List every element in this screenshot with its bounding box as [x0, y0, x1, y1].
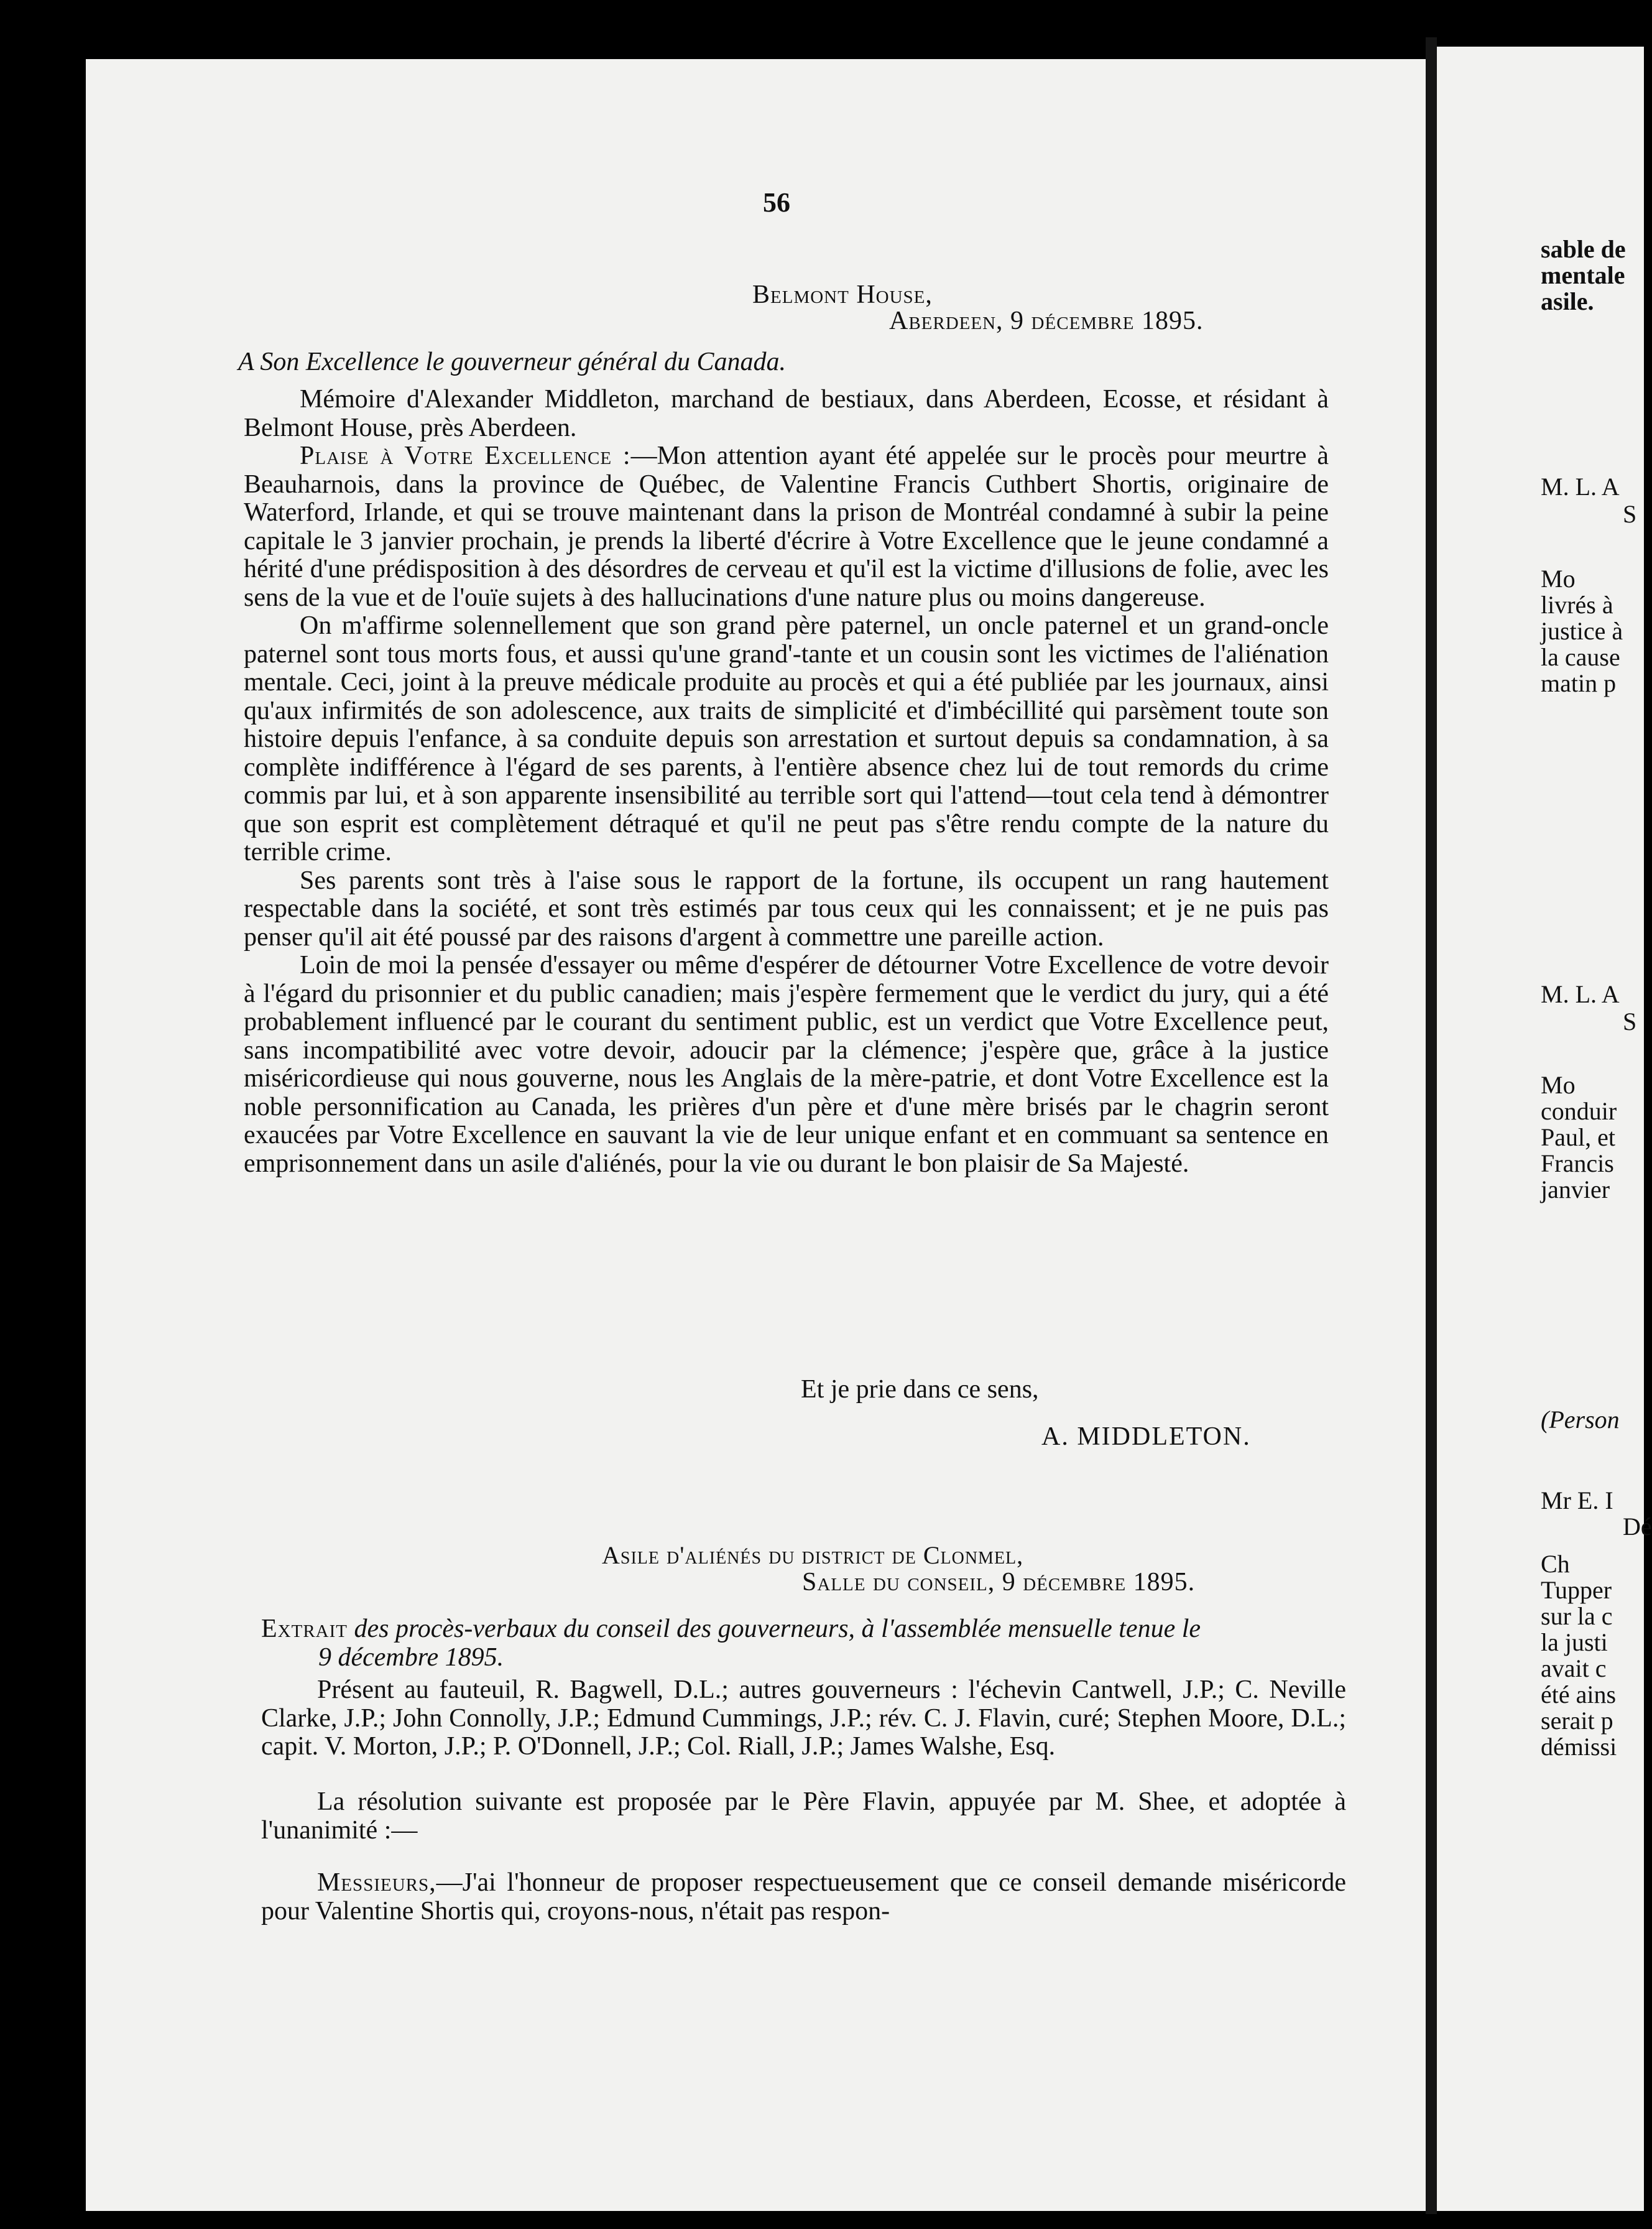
letter1-p4: Ses parents sont très à l'aise sous le rapport de la fortune, ils occupent un rang hautement respectable dans la société, et sont très estimés par tous ceux qui les connaissent; et je ne puis pas penser qu'il ait été poussé par des raisons d'argent à commettre une pareille action.	[244, 866, 1329, 952]
page-number: 56	[763, 187, 790, 218]
letter1-address: A Son Excellence le gouverneur général du Canada.	[238, 348, 786, 376]
right-page-line: Mr E. I	[1541, 1486, 1613, 1514]
letter1-p5: Loin de moi la pensée d'essayer ou même d'espérer de détourner Votre Excellence de votre devoir à l'égard du prisonnier et du public canadien; mais j'espère fermement que le verdict du jury, qui a été probablement influencé par le courant du sentiment public, est un verdict que Votre Excellence peut, sans incompatibilité avec votre devoir, adoucir par la clémence; j'espère que, grâce à la justice miséricordieuse qui nous gouverne, nous les Anglais de la mère-patrie, et dont Votre Excellence est la noble personnification au Canada, les prières d'un père et d'une mère brisés par le chagrin seront exaucées par Votre Excellence en sauvant la vie de leur unique enfant et en commuant sa sentence en emprisonnement dans un asile d'aliénés, pour la vie ou durant le bon plaisir de Sa Majesté.	[244, 951, 1329, 1178]
letter2-messieurs-lead: Messieurs,	[317, 1868, 436, 1897]
letter2-hall-date: Salle du conseil, 9 décembre 1895.	[802, 1568, 1196, 1596]
right-page-line: matin p	[1541, 669, 1617, 697]
right-page-line: justice à	[1541, 617, 1623, 645]
right-page-line: sur la c	[1541, 1602, 1613, 1630]
right-page-line: démissi	[1541, 1733, 1617, 1761]
letter2-messieurs	[261, 1869, 1346, 1925]
right-page-line: mentale	[1541, 261, 1625, 289]
right-page-line: sable de	[1541, 235, 1626, 263]
letter2-place: Asile d'aliénés du district de Clonmel,	[602, 1541, 1024, 1569]
right-page-line: Mo	[1541, 1071, 1576, 1099]
letter1-p2-text: —Mon attention ayant été appelée sur le procès pour meurtre à Beauharnois, dans la province de Québec, de Valentine Francis Cuthbert Shortis, originaire de Waterford, Irlande, et qui se trouve maintenant dans la prison de Montréal condamné à subir la peine capitale le 3 janvier prochain, je prends la liberté d'écrire à Votre Excellence que le jeune condamné a hérité d'une prédisposition à des désordres de cerveau et qu'il est la victime d'illusions de folie, avec les sens de la vue et de l'ouïe sujets à des hallucinations d'une nature plus ou moins dangereuse.	[244, 442, 1329, 612]
right-page-line: S	[1623, 1008, 1637, 1036]
right-page-line: (Person	[1541, 1406, 1620, 1434]
letter1-p2-lead: Plaise à Votre Excellence :	[300, 442, 631, 470]
letter1-closing: Et je prie dans ce sens,	[801, 1375, 1039, 1404]
letter2-present: Présent au fauteuil, R. Bagwell, D.L.; autres gouverneurs : l'échevin Cantwell, J.P.; C. Neville Clarke, J.P.; John Connolly, J.P.; Edmund Cummings, J.P.; rév. C. J. Flavin, curé; Stephen Moore, D.L.; capit. V. Morton, J.P.; P. O'Donnell, J.P.; Col. Riall, J.P.; James Walshe, Esq.	[261, 1675, 1346, 1761]
letter1-signature: A. MIDDLETON.	[1041, 1422, 1251, 1451]
right-page-line: la cause	[1541, 643, 1620, 671]
letter2-messieurs-text: —J'ai l'honneur de proposer respectueusement que ce conseil demande miséricorde pour Valentine Shortis qui, croyons-nous, n'était pas respon-	[261, 1868, 1346, 1925]
letter2-extrait-lead: Extrait	[261, 1615, 348, 1643]
right-page-line: la justi	[1541, 1628, 1608, 1656]
right-page-line: Paul, et	[1541, 1123, 1615, 1151]
right-page-line: S	[1623, 500, 1637, 528]
right-page-line: Mo	[1541, 565, 1576, 593]
right-page-line: avait c	[1541, 1654, 1607, 1682]
right-page-line: M. L. A	[1541, 473, 1620, 501]
letter1-place: Belmont House,	[752, 280, 933, 309]
page-gutter	[1426, 37, 1437, 2214]
letter1-body	[244, 386, 1329, 1178]
right-page-line: Ch	[1541, 1550, 1570, 1578]
letter1-city-date: Aberdeen, 9 décembre 1895.	[889, 307, 1204, 335]
letter1-p2	[244, 442, 1329, 612]
right-page-line: livrés à	[1541, 591, 1613, 619]
letter1-p1: Mémoire d'Alexander Middleton, marchand de bestiaux, dans Aberdeen, Ecosse, et résidant à Belmont House, près Aberdeen.	[244, 385, 1329, 442]
right-page-line: asile.	[1541, 287, 1594, 315]
right-page-line: M. L. A	[1541, 980, 1620, 1008]
right-page-line: conduir	[1541, 1097, 1617, 1125]
letter2-extrait-date: 9 décembre 1895.	[318, 1643, 504, 1672]
letter2-extrait	[261, 1615, 1346, 1672]
right-page-line: Tupper	[1541, 1576, 1612, 1604]
right-page-line: Francis	[1541, 1149, 1614, 1177]
right-page-line: janvier	[1541, 1175, 1610, 1203]
letter1-p3: On m'affirme solennellement que son grand père paternel, un oncle paternel et un grand-oncle paternel sont tous morts fous, et aussi qu'une grand'-tante et un cousin sont les victimes de l'aliénation mentale. Ceci, joint à la preuve médicale produite au procès et qui a été publiée par les journaux, ainsi qu'aux infirmités de son adolescence, aux traits de simplicité et d'imbécillité qui parsèment toute son histoire depuis l'enfance, à sa conduite depuis son arrestation et surtout depuis sa condamnation, à sa complète indifférence à l'égard de ses parents, à l'entière absence chez lui de tout remords du crime commis par lui, et à son apparente insensibilité au terrible sort qui l'attend—tout cela tend à démontrer que son esprit est complètement détraqué et qu'il ne peut pas s'être rendu compte de la nature du terrible crime.	[244, 611, 1329, 866]
letter2-extrait-text: des procès-verbaux du conseil des gouverneurs, à l'assemblée mensuelle tenue le	[347, 1615, 1201, 1643]
right-page-line: été ains	[1541, 1680, 1617, 1708]
right-page-line: serait p	[1541, 1707, 1613, 1735]
letter2-resolution: La résolution suivante est proposée par le Père Flavin, appuyée par M. Shee, et adoptée à l'unanimité :—	[261, 1787, 1346, 1845]
right-page-line: Dé	[1623, 1513, 1652, 1541]
